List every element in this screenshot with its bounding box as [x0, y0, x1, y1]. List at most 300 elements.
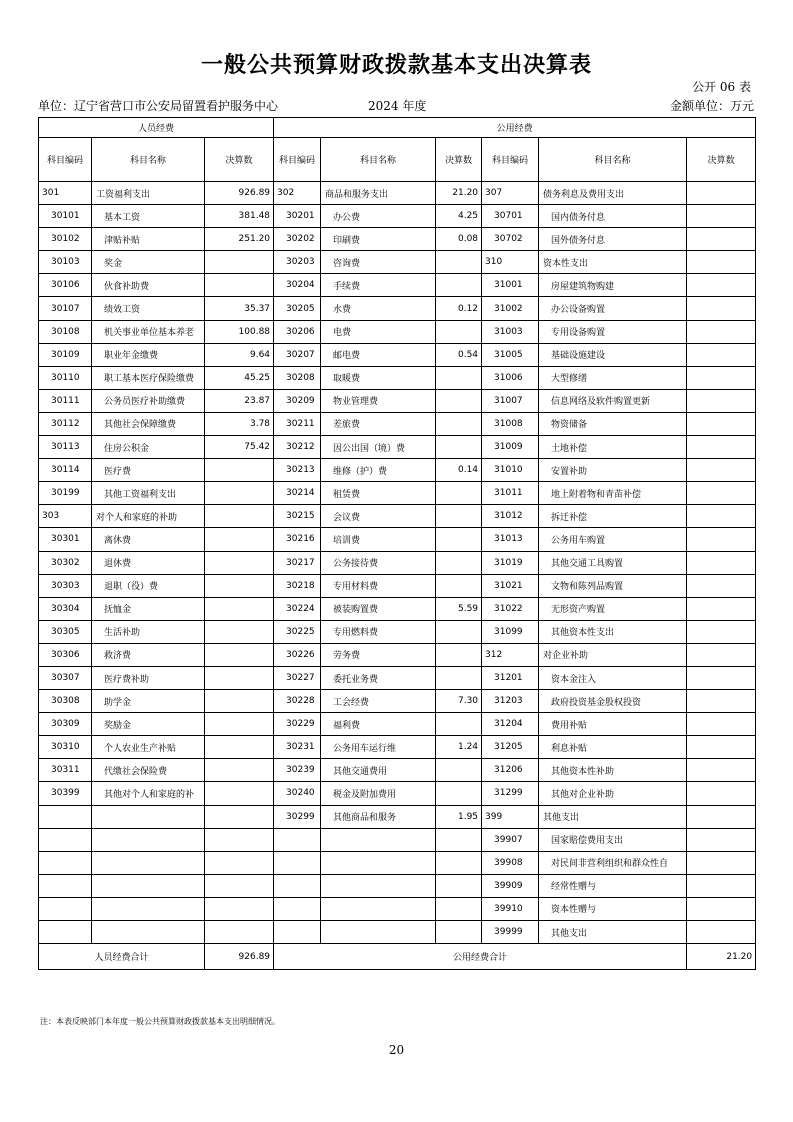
col-header-code: 科目编码	[39, 138, 92, 182]
cell-name: 文物和陈列品购置	[539, 574, 687, 597]
cell-amount	[436, 412, 482, 435]
cell-code: 30209	[274, 389, 321, 412]
cell-code: 312	[482, 643, 539, 666]
cell-amount	[205, 597, 274, 620]
cell-amount	[687, 620, 756, 643]
table-row	[39, 436, 756, 459]
cell-amount	[687, 274, 756, 297]
cell-code: 30228	[274, 690, 321, 713]
cell-name: 办公设备购置	[539, 297, 687, 320]
cell-name: 培训费	[321, 528, 436, 551]
cell-name: 其他资本性补助	[539, 759, 687, 782]
cell-code: 30702	[482, 228, 539, 251]
page-number: 20	[388, 1043, 405, 1057]
cell-name	[92, 874, 205, 897]
cell-code: 30113	[39, 436, 92, 459]
cell-name: 税金及附加费用	[321, 782, 436, 805]
col-header-amount: 决算数	[687, 138, 756, 182]
cell-amount	[205, 759, 274, 782]
cell-amount	[436, 320, 482, 343]
cell-name: 个人农业生产补贴	[92, 736, 205, 759]
cell-code: 30207	[274, 343, 321, 366]
cell-name: 伙食补助费	[92, 274, 205, 297]
cell-code: 31001	[482, 274, 539, 297]
cell-amount	[205, 459, 274, 482]
table-row	[39, 182, 756, 205]
cell-amount	[687, 874, 756, 897]
cell-amount	[687, 205, 756, 228]
table-row	[39, 597, 756, 620]
cell-code: 31003	[482, 320, 539, 343]
cell-name: 离休费	[92, 528, 205, 551]
cell-amount: 0.08	[436, 228, 482, 251]
cell-code: 30111	[39, 389, 92, 412]
cell-code: 30299	[274, 805, 321, 828]
cell-name: 被装购置费	[321, 597, 436, 620]
cell-amount	[687, 805, 756, 828]
cell-amount	[687, 921, 756, 944]
cell-name: 委托业务费	[321, 666, 436, 689]
cell-amount	[436, 274, 482, 297]
cell-code: 30229	[274, 713, 321, 736]
cell-name: 办公费	[321, 205, 436, 228]
cell-code: 301	[39, 182, 92, 205]
cell-name: 维修（护）费	[321, 459, 436, 482]
table-row	[39, 713, 756, 736]
cell-amount	[205, 574, 274, 597]
unit-name: 单位：辽宁省营口市公安局留置看护服务中心	[38, 99, 279, 113]
cell-code: 31204	[482, 713, 539, 736]
table-row	[39, 897, 756, 920]
cell-amount	[436, 528, 482, 551]
cell-amount	[687, 528, 756, 551]
cell-name: 因公出国（境）费	[321, 436, 436, 459]
cell-code: 30701	[482, 205, 539, 228]
cell-code	[274, 874, 321, 897]
cell-code: 30306	[39, 643, 92, 666]
cell-code: 30301	[39, 528, 92, 551]
cell-amount	[687, 436, 756, 459]
cell-code: 31099	[482, 620, 539, 643]
cell-name	[92, 828, 205, 851]
cell-code: 39909	[482, 874, 539, 897]
cell-name	[92, 897, 205, 920]
cell-amount	[205, 620, 274, 643]
cell-code: 30310	[39, 736, 92, 759]
cell-code: 31011	[482, 482, 539, 505]
cell-amount: 23.87	[205, 389, 274, 412]
cell-amount	[436, 389, 482, 412]
table-row	[39, 574, 756, 597]
cell-amount: 251.20	[205, 228, 274, 251]
cell-name: 安置补助	[539, 459, 687, 482]
cell-name: 其他对个人和家庭的补	[92, 782, 205, 805]
cell-name: 手续费	[321, 274, 436, 297]
cell-amount: 75.42	[205, 436, 274, 459]
cell-code: 30212	[274, 436, 321, 459]
cell-name: 其他支出	[539, 921, 687, 944]
cell-code: 39907	[482, 828, 539, 851]
cell-amount	[436, 921, 482, 944]
cell-code: 30227	[274, 666, 321, 689]
cell-amount: 9.64	[205, 343, 274, 366]
cell-name: 资本性支出	[539, 251, 687, 274]
cell-code: 302	[274, 182, 321, 205]
cell-amount	[687, 505, 756, 528]
cell-name: 无形资产购置	[539, 597, 687, 620]
cell-amount	[687, 343, 756, 366]
cell-amount: 0.54	[436, 343, 482, 366]
cell-amount	[687, 828, 756, 851]
cell-amount	[436, 874, 482, 897]
cell-code: 30231	[274, 736, 321, 759]
cell-name: 国内债务付息	[539, 205, 687, 228]
cell-code: 31201	[482, 666, 539, 689]
cell-amount	[687, 597, 756, 620]
col-header-amount: 决算数	[205, 138, 274, 182]
cell-amount	[436, 643, 482, 666]
cell-amount: 21.20	[436, 182, 482, 205]
table-row	[39, 482, 756, 505]
cell-code: 30108	[39, 320, 92, 343]
cell-code: 30109	[39, 343, 92, 366]
cell-code: 31006	[482, 366, 539, 389]
cell-amount	[205, 897, 274, 920]
cell-amount: 45.25	[205, 366, 274, 389]
cell-code: 31019	[482, 551, 539, 574]
cell-code: 31299	[482, 782, 539, 805]
cell-amount	[687, 713, 756, 736]
cell-code: 30206	[274, 320, 321, 343]
footnote: 注：本表反映部门本年度一般公共预算财政拨款基本支出明细情况。	[40, 1017, 280, 1026]
cell-name: 房屋建筑物购建	[539, 274, 687, 297]
cell-amount: 1.95	[436, 805, 482, 828]
cell-amount	[205, 505, 274, 528]
cell-name: 其他交通工具购置	[539, 551, 687, 574]
cell-name: 物业管理费	[321, 389, 436, 412]
table-row	[39, 828, 756, 851]
cell-amount	[687, 643, 756, 666]
cell-amount	[436, 851, 482, 874]
cell-amount: 0.12	[436, 297, 482, 320]
unit-info-row	[38, 97, 754, 113]
cell-code: 31206	[482, 759, 539, 782]
group-header-personnel: 人员经费	[39, 118, 274, 138]
cell-name	[321, 897, 436, 920]
cell-code: 30305	[39, 620, 92, 643]
cell-amount	[687, 851, 756, 874]
totals-row	[39, 944, 756, 970]
cell-name	[321, 874, 436, 897]
public-total-label: 公用经费合计	[274, 944, 687, 970]
cell-amount	[687, 389, 756, 412]
cell-name: 其他社会保障缴费	[92, 412, 205, 435]
cell-amount	[205, 828, 274, 851]
table-row	[39, 251, 756, 274]
cell-name	[92, 921, 205, 944]
cell-name: 退休费	[92, 551, 205, 574]
cell-name: 取暖费	[321, 366, 436, 389]
cell-amount: 7.30	[436, 690, 482, 713]
cell-amount	[436, 620, 482, 643]
column-header-row	[39, 138, 756, 182]
cell-name: 拆迁补偿	[539, 505, 687, 528]
cell-code: 30309	[39, 713, 92, 736]
cell-amount	[687, 459, 756, 482]
cell-code	[274, 921, 321, 944]
cell-code: 39910	[482, 897, 539, 920]
cell-code: 30224	[274, 597, 321, 620]
cell-amount	[687, 574, 756, 597]
col-header-amount: 决算数	[436, 138, 482, 182]
cell-name: 代缴社会保险费	[92, 759, 205, 782]
cell-code	[274, 897, 321, 920]
cell-name: 地上附着物和青苗补偿	[539, 482, 687, 505]
cell-name: 物资储备	[539, 412, 687, 435]
cell-code: 30103	[39, 251, 92, 274]
cell-code: 30199	[39, 482, 92, 505]
cell-code	[39, 897, 92, 920]
cell-amount	[687, 482, 756, 505]
cell-code: 30112	[39, 412, 92, 435]
cell-name	[321, 851, 436, 874]
cell-name: 专用燃料费	[321, 620, 436, 643]
cell-amount	[436, 713, 482, 736]
cell-amount	[205, 666, 274, 689]
cell-name: 救济费	[92, 643, 205, 666]
cell-amount	[436, 505, 482, 528]
cell-code: 30102	[39, 228, 92, 251]
cell-name	[321, 828, 436, 851]
cell-amount	[687, 782, 756, 805]
cell-name: 其他商品和服务	[321, 805, 436, 828]
cell-amount	[205, 274, 274, 297]
cell-amount: 926.89	[205, 182, 274, 205]
cell-amount	[436, 782, 482, 805]
cell-name: 其他资本性支出	[539, 620, 687, 643]
cell-name: 政府投资基金股权投资	[539, 690, 687, 713]
cell-code: 30399	[39, 782, 92, 805]
col-header-name: 科目名称	[92, 138, 205, 182]
cell-amount: 5.59	[436, 597, 482, 620]
table-row	[39, 389, 756, 412]
cell-code: 30201	[274, 205, 321, 228]
cell-code: 399	[482, 805, 539, 828]
cell-code: 30203	[274, 251, 321, 274]
col-header-name: 科目名称	[321, 138, 436, 182]
cell-code: 31007	[482, 389, 539, 412]
cell-amount	[436, 366, 482, 389]
cell-name: 公务员医疗补助缴费	[92, 389, 205, 412]
col-header-code: 科目编码	[274, 138, 321, 182]
cell-name: 会议费	[321, 505, 436, 528]
table-row	[39, 690, 756, 713]
cell-amount	[436, 482, 482, 505]
table-row	[39, 736, 756, 759]
table-row	[39, 297, 756, 320]
cell-code: 31009	[482, 436, 539, 459]
cell-code: 310	[482, 251, 539, 274]
cell-name: 费用补贴	[539, 713, 687, 736]
cell-name: 公务用车购置	[539, 528, 687, 551]
col-header-code: 科目编码	[482, 138, 539, 182]
cell-amount	[687, 690, 756, 713]
cell-code: 30213	[274, 459, 321, 482]
cell-code: 31008	[482, 412, 539, 435]
cell-amount	[436, 759, 482, 782]
cell-code: 31012	[482, 505, 539, 528]
cell-code	[39, 921, 92, 944]
cell-name: 差旅费	[321, 412, 436, 435]
cell-amount	[205, 805, 274, 828]
cell-name: 水费	[321, 297, 436, 320]
cell-name: 生活补助	[92, 620, 205, 643]
cell-name: 公务接待费	[321, 551, 436, 574]
cell-amount	[205, 713, 274, 736]
cell-name: 利息补贴	[539, 736, 687, 759]
cell-code: 30106	[39, 274, 92, 297]
cell-code	[39, 851, 92, 874]
cell-name: 专用材料费	[321, 574, 436, 597]
cell-code: 30110	[39, 366, 92, 389]
table-row	[39, 666, 756, 689]
cell-code: 31022	[482, 597, 539, 620]
public-total-value: 21.20	[687, 944, 756, 970]
cell-name: 其他交通费用	[321, 759, 436, 782]
cell-name: 租赁费	[321, 482, 436, 505]
cell-name: 对个人和家庭的补助	[92, 505, 205, 528]
cell-name: 住房公积金	[92, 436, 205, 459]
cell-name: 职工基本医疗保险缴费	[92, 366, 205, 389]
cell-amount	[687, 666, 756, 689]
cell-amount	[205, 851, 274, 874]
col-header-name: 科目名称	[539, 138, 687, 182]
cell-name: 职业年金缴费	[92, 343, 205, 366]
cell-amount	[687, 320, 756, 343]
cell-code: 30303	[39, 574, 92, 597]
cell-code: 30225	[274, 620, 321, 643]
page-title: 一般公共预算财政拨款基本支出决算表	[200, 52, 592, 78]
table-row	[39, 528, 756, 551]
cell-amount	[436, 574, 482, 597]
cell-code: 30311	[39, 759, 92, 782]
cell-amount: 1.24	[436, 736, 482, 759]
amount-unit: 金额单位：万元	[669, 99, 754, 113]
cell-code: 30214	[274, 482, 321, 505]
table-row	[39, 459, 756, 482]
cell-code: 30307	[39, 666, 92, 689]
cell-amount	[687, 412, 756, 435]
cell-code: 31013	[482, 528, 539, 551]
cell-code: 30205	[274, 297, 321, 320]
cell-code: 31010	[482, 459, 539, 482]
cell-amount	[205, 736, 274, 759]
cell-amount	[205, 874, 274, 897]
cell-code: 39908	[482, 851, 539, 874]
table-row	[39, 620, 756, 643]
table-row	[39, 412, 756, 435]
table-row	[39, 505, 756, 528]
fiscal-year: 2024 年度	[368, 99, 427, 113]
cell-code	[39, 805, 92, 828]
cell-name: 其他对企业补助	[539, 782, 687, 805]
cell-amount	[687, 366, 756, 389]
cell-amount	[687, 182, 756, 205]
cell-name: 土地补偿	[539, 436, 687, 459]
cell-name: 经常性赠与	[539, 874, 687, 897]
cell-amount	[205, 551, 274, 574]
cell-name: 信息网络及软件购置更新	[539, 389, 687, 412]
cell-name: 国外债务付息	[539, 228, 687, 251]
cell-name: 工会经费	[321, 690, 436, 713]
cell-name: 医疗费补助	[92, 666, 205, 689]
cell-code: 30204	[274, 274, 321, 297]
cell-amount	[687, 228, 756, 251]
table-row	[39, 320, 756, 343]
cell-amount	[436, 251, 482, 274]
table-row	[39, 551, 756, 574]
cell-code	[274, 828, 321, 851]
table-row	[39, 228, 756, 251]
cell-amount: 35.37	[205, 297, 274, 320]
cell-amount: 4.25	[436, 205, 482, 228]
cell-code: 30302	[39, 551, 92, 574]
cell-code: 307	[482, 182, 539, 205]
cell-code: 30216	[274, 528, 321, 551]
cell-code: 30202	[274, 228, 321, 251]
cell-code	[39, 828, 92, 851]
cell-code: 30239	[274, 759, 321, 782]
cell-name: 资本金注入	[539, 666, 687, 689]
cell-amount	[687, 736, 756, 759]
cell-code: 30304	[39, 597, 92, 620]
cell-code: 31021	[482, 574, 539, 597]
cell-code: 30226	[274, 643, 321, 666]
personnel-total-value: 926.89	[205, 944, 274, 970]
cell-amount	[436, 551, 482, 574]
cell-code: 30114	[39, 459, 92, 482]
table-row	[39, 366, 756, 389]
cell-amount	[205, 921, 274, 944]
cell-name: 其他工资福利支出	[92, 482, 205, 505]
cell-amount	[205, 251, 274, 274]
cell-code: 30308	[39, 690, 92, 713]
cell-code: 31005	[482, 343, 539, 366]
cell-name: 劳务费	[321, 643, 436, 666]
cell-code: 30101	[39, 205, 92, 228]
cell-name: 抚恤金	[92, 597, 205, 620]
cell-amount	[436, 436, 482, 459]
cell-name	[92, 851, 205, 874]
cell-name: 对企业补助	[539, 643, 687, 666]
cell-name: 邮电费	[321, 343, 436, 366]
cell-code: 39999	[482, 921, 539, 944]
table-row	[39, 851, 756, 874]
cell-amount	[205, 690, 274, 713]
group-header-row	[39, 118, 756, 138]
table-row	[39, 921, 756, 944]
table-row	[39, 343, 756, 366]
cell-code: 31205	[482, 736, 539, 759]
cell-name: 咨询费	[321, 251, 436, 274]
cell-amount	[205, 782, 274, 805]
cell-code: 30240	[274, 782, 321, 805]
cell-code	[39, 874, 92, 897]
cell-code: 30208	[274, 366, 321, 389]
cell-code: 31203	[482, 690, 539, 713]
cell-code: 30107	[39, 297, 92, 320]
cell-name: 商品和服务支出	[321, 182, 436, 205]
